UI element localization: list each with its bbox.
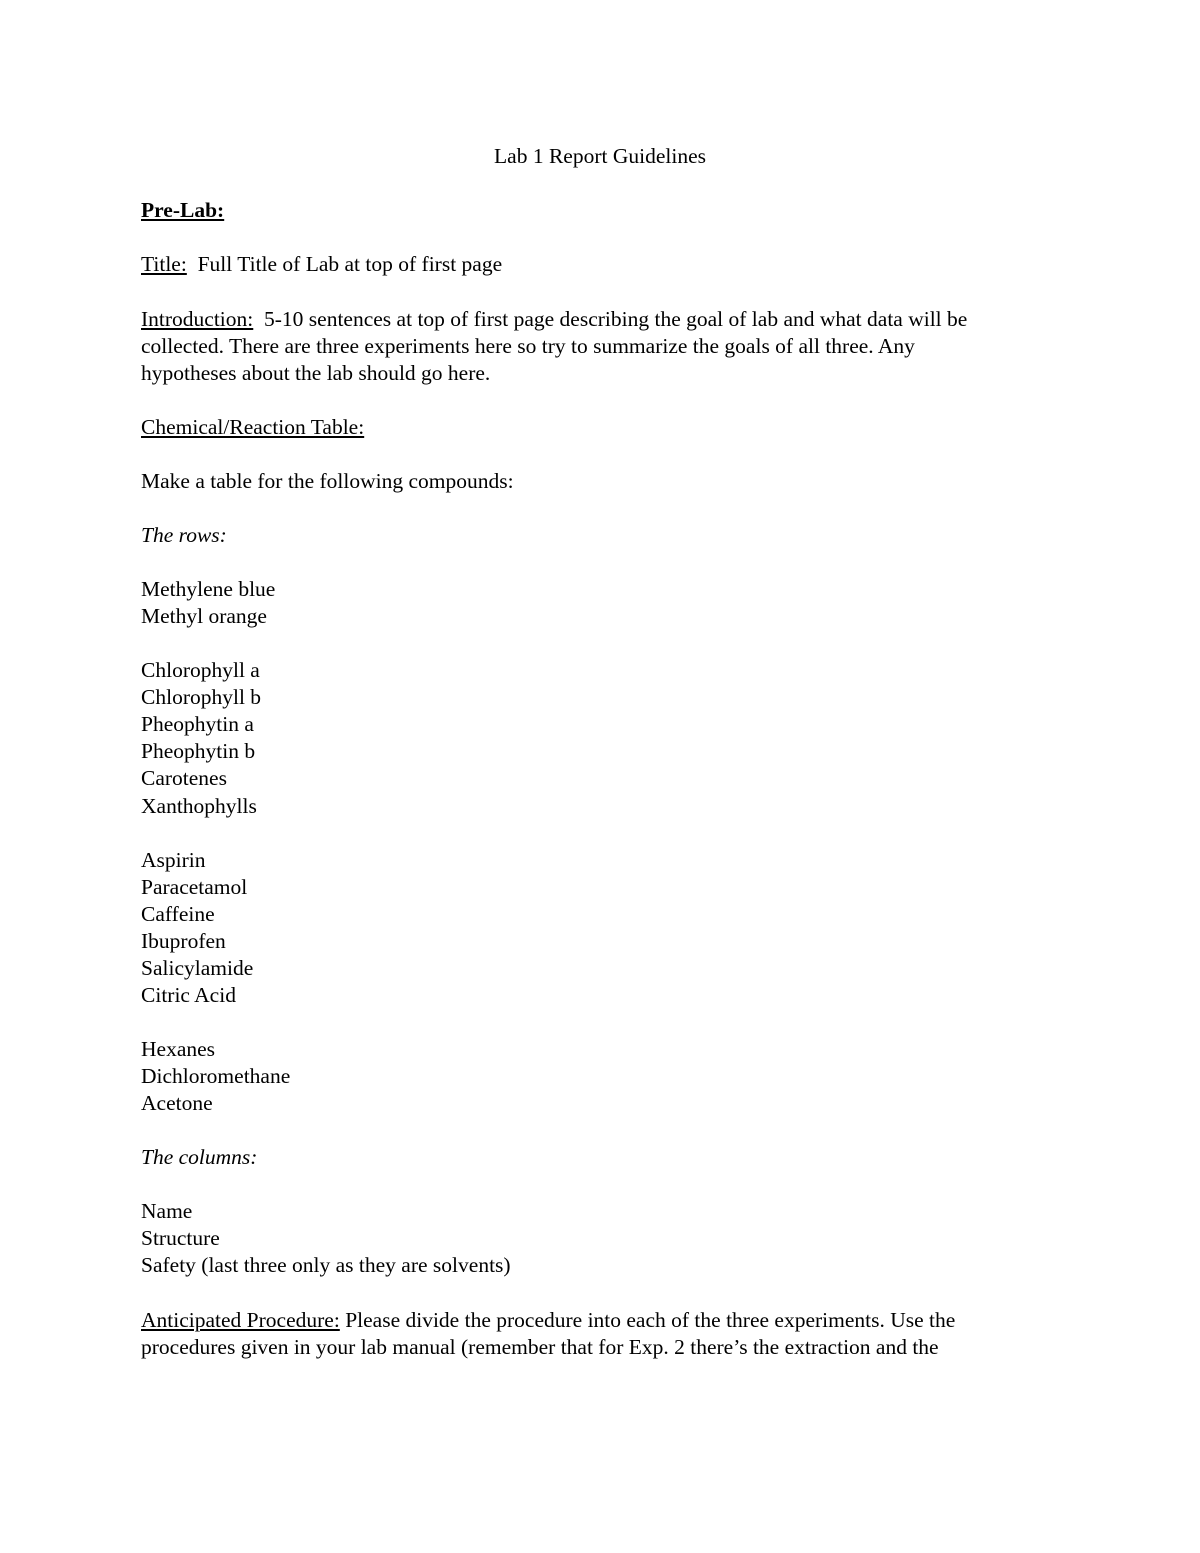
introduction-line-1: [141, 306, 967, 333]
row-item: Hexanes: [141, 1037, 216, 1061]
row-item: Carotenes: [141, 766, 227, 790]
procedure-label: Anticipated Procedure:: [141, 1308, 340, 1332]
column-item: Name: [141, 1199, 193, 1223]
columns-heading: The columns:: [141, 1145, 258, 1169]
row-item: Methyl orange: [141, 604, 267, 628]
rows-heading: The rows:: [141, 523, 227, 547]
title-section: [141, 251, 502, 278]
introduction-label: Introduction:: [141, 307, 254, 331]
row-item: Citric Acid: [141, 983, 236, 1007]
row-item: Chlorophyll b: [141, 685, 262, 709]
row-item: Ibuprofen: [141, 929, 226, 953]
row-item: Methylene blue: [141, 577, 276, 601]
row-item: Aspirin: [141, 848, 206, 872]
row-item: Paracetamol: [141, 875, 248, 899]
row-item: Acetone: [141, 1091, 213, 1115]
row-item: Xanthophylls: [141, 794, 257, 818]
title-label: Title:: [141, 252, 187, 276]
introduction-line-2: collected. There are three experiments here so try to summarize the goals of all three. Any: [141, 334, 915, 358]
row-item: Salicylamide: [141, 956, 254, 980]
procedure-line-2: procedures given in your lab manual (remember that for Exp. 2 there’s the extraction and the: [141, 1335, 939, 1359]
introduction-line-3: hypotheses about the lab should go here.: [141, 361, 491, 385]
chemical-table-label: Chemical/Reaction Table:: [141, 415, 365, 439]
row-item: Pheophytin b: [141, 739, 256, 763]
row-item: Dichloromethane: [141, 1064, 291, 1088]
introduction-text-1: 5-10 sentences at top of first page describing the goal of lab and what data will be: [264, 307, 968, 331]
row-item: Chlorophyll a: [141, 658, 260, 682]
procedure-line-1: [141, 1307, 955, 1334]
row-item: Caffeine: [141, 902, 215, 926]
document-title: Lab 1 Report Guidelines: [494, 144, 706, 168]
title-text: Full Title of Lab at top of first page: [197, 252, 503, 276]
column-item: Structure: [141, 1226, 220, 1250]
chemical-table-instruction: Make a table for the following compounds:: [141, 469, 514, 493]
column-item: Safety (last three only as they are solvents): [141, 1253, 511, 1277]
procedure-text-1: Please divide the procedure into each of the three experiments. Use the: [345, 1308, 956, 1332]
pre-lab-heading: Pre-Lab:: [141, 198, 225, 222]
row-item: Pheophytin a: [141, 712, 254, 736]
